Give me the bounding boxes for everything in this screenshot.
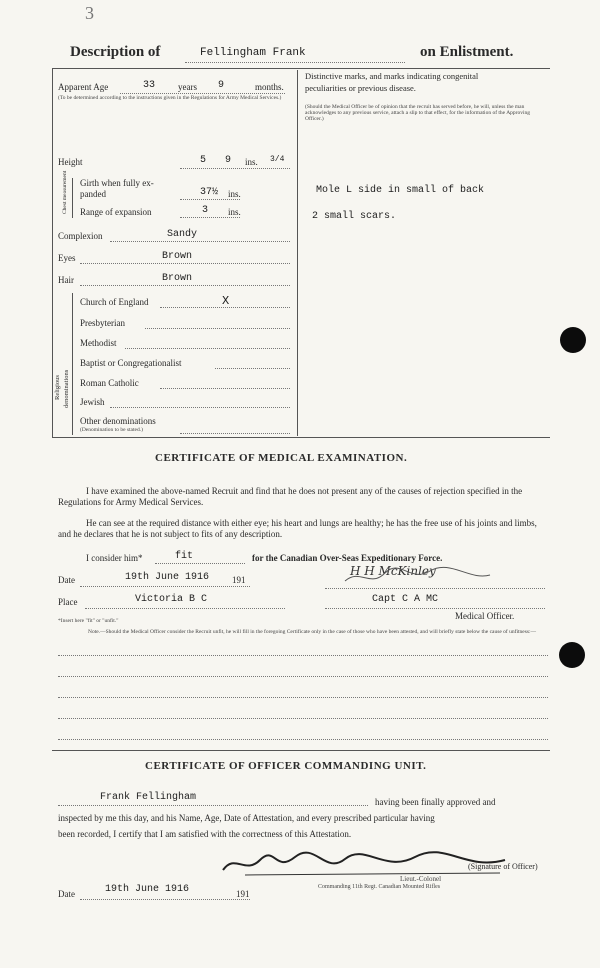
religion-mark: X: [222, 294, 230, 308]
medical-certificate-title: CERTIFICATE OF MEDICAL EXAMINATION.: [155, 452, 408, 464]
height-inches: 9: [225, 155, 232, 166]
religion-roman-catholic: Roman Catholic: [80, 378, 139, 388]
insert-note: *Insert here "fit" or "unfit.": [58, 618, 119, 624]
distinctive-marks-line-1: Mole L side in small of back: [316, 185, 485, 196]
officer-certificate-title: CERTIFICATE OF OFFICER COMMANDING UNIT.: [145, 760, 427, 772]
medical-officer-signature: H H McKinley: [350, 564, 436, 578]
enlistment-form: 3 Description of Fellingham Frank on Enlistment. Apparent Age 33 years 9 months. (To be determined according to the instructions given in the Regulations for Army Medical Services.) Height 5 9 ins. 3/4 Chest measurement Girth when fully ex- panded 37½ ins. Range of expansion 3 ins. Complexion Sandy Eyes Brown Hair Brown Religious denominations Church of England X Presbyterian Methodist Baptist or Congregationalist Roman Catholic Jewish Other denominations (Denomination to be stated.) Distinctive marks, and marks indicating congenital peculiarities or previous disease. (Should the Medical Officer be of opinion that the recruit has served before, he will, unless the man acknowledges to any previous service, attach a slip to that effect, for the information of the Approving Officer.) Mole L side in small of back 2 small scars. CERTIFICATE OF MEDICAL EXAMINATION. I have examined the above-named Recruit and find that he does not present any of the causes of rejection specified in the Regulations for Army Medical Services. He can see at the required distance with either eye; his heart and lungs are healthy; he has the free use of his joints and limbs, and he declares that he is not subject to fits of any description. I consider him* fit for the Canadian Over-Seas Expeditionary Force. Date 19th June 1916 191 H H McKinley Place Victoria B C Capt C A MC Medical Officer. *Insert here "fit" or "unfit." Note.—Should the Medical Officer consider the Recruit unfit, he will fill in the foregoing Certificate only in the case of those who have been attested, and will briefly state below the cause of unfitness:— CERTIFICATE OF OFFICER COMMANDING UNIT. Frank Fellingham having been finally approved and inspected by me this day, and his Name, Age, Date of Attestation, and every prescribed particular having been recorded, I certify that I am satisfied with the correctness of this Attestation. (Signature of Officer) Lieut.-Colonel Date 19th June 1916 191 Commanding 11th Regt. Canadian Mounted Rifles: [0, 0, 600, 968]
officer-text-1: having been finally approved and: [375, 797, 496, 807]
medical-place-label: Place: [58, 597, 78, 607]
officer-text-3: been recorded, I certify that I am satisfied with the correctness of this Attestation.: [58, 829, 352, 839]
medical-date-label: Date: [58, 575, 75, 585]
officer-signature-label: (Signature of Officer): [468, 862, 538, 871]
for-force-label: for the Canadian Over-Seas Expeditionary Force.: [252, 553, 443, 563]
header-title-left: Description of: [70, 44, 161, 60]
corner-stamp: 3: [85, 3, 94, 23]
punch-hole-bottom: [559, 642, 585, 668]
religion-jewish: Jewish: [80, 397, 105, 407]
girth-value: 37½: [200, 187, 219, 198]
medical-place-value: Victoria B C: [135, 594, 208, 605]
medical-signature-stroke: [340, 563, 500, 591]
age-years: 33: [143, 80, 156, 91]
religion-side-label: Religious: [54, 375, 61, 400]
medical-officer-label: Medical Officer.: [455, 611, 515, 621]
officer-text-2: inspected by me this day, and his Name, Age, Date of Attestation, and every prescribed particular having: [58, 813, 435, 823]
range-label: Range of expansion: [80, 207, 152, 217]
marks-note: (Should the Medical Officer be of opinion that the recruit has served before, he will, unless the man acknowledges to any previous service, attach a slip to that effect, for the information of the Approving Officer.): [305, 104, 531, 122]
religion-methodist: Methodist: [80, 338, 117, 348]
complexion-value: Sandy: [167, 229, 198, 240]
marks-heading-2: peculiarities or previous disease.: [305, 83, 416, 93]
officer-rank: Lieut.-Colonel: [400, 875, 442, 883]
religion-presbyterian: Presbyterian: [80, 318, 125, 328]
officer-date-label: Date: [58, 889, 75, 899]
medical-officer-rank: Capt C A MC: [372, 594, 439, 605]
punch-hole-top: [560, 327, 586, 353]
religion-church-of-england: Church of England: [80, 297, 149, 307]
religion-other-note: (Denomination to be stated.): [80, 427, 143, 433]
eyes-label: Eyes: [58, 253, 76, 263]
age-note: (To be determined according to the instructions given in the Regulations for Army Medical Services.): [58, 95, 282, 101]
girth-label: Girth when fully ex-: [80, 178, 154, 188]
officer-date-value: 19th June 1916: [105, 884, 190, 895]
medical-para-1: I have examined the above-named Recruit and find that he does not present any of the causes of rejection specified in the Regulations for Army Medical Services.: [58, 486, 523, 507]
hair-value: Brown: [162, 273, 193, 284]
unfit-note: Note.—Should the Medical Officer consider the Recruit unfit, he will fill in the foregoing Certificate only in the case of those who have been attested, and will briefly state below the cause of unfitness:—: [88, 629, 537, 635]
range-value: 3: [202, 205, 209, 216]
consider-value: fit: [175, 551, 194, 562]
column-divider: [297, 70, 298, 436]
officer-cert-recruit-name: Frank Fellingham: [100, 792, 197, 803]
complexion-label: Complexion: [58, 231, 103, 241]
recruit-name: Fellingham Frank: [200, 47, 306, 59]
medical-date-value: 19th June 1916: [125, 572, 210, 583]
height-feet: 5: [200, 155, 207, 166]
chest-side-label: Chest measurement: [62, 170, 68, 214]
marks-heading-1: Distinctive marks, and marks indicating congenital: [305, 71, 479, 81]
medical-para-2: He can see at the required distance with either eye; his heart and lungs are healthy; he has the free use of his joints and limbs, and he declares that he is not subject to fits of any description.: [58, 518, 537, 539]
height-label: Height: [58, 157, 83, 167]
officer-command: Commanding 11th Regt. Canadian Mounted Rifles: [318, 884, 441, 890]
consider-label: I consider him*: [86, 553, 143, 563]
religion-baptist: Baptist or Congregationalist: [80, 358, 182, 368]
eyes-value: Brown: [162, 251, 193, 262]
distinctive-marks-line-2: 2 small scars.: [312, 211, 397, 222]
hair-label: Hair: [58, 275, 74, 285]
age-months: 9: [218, 80, 225, 91]
header-title-right: on Enlistment.: [420, 44, 514, 60]
religion-other: Other denominations: [80, 416, 156, 426]
apparent-age-label: Apparent Age: [58, 82, 109, 92]
